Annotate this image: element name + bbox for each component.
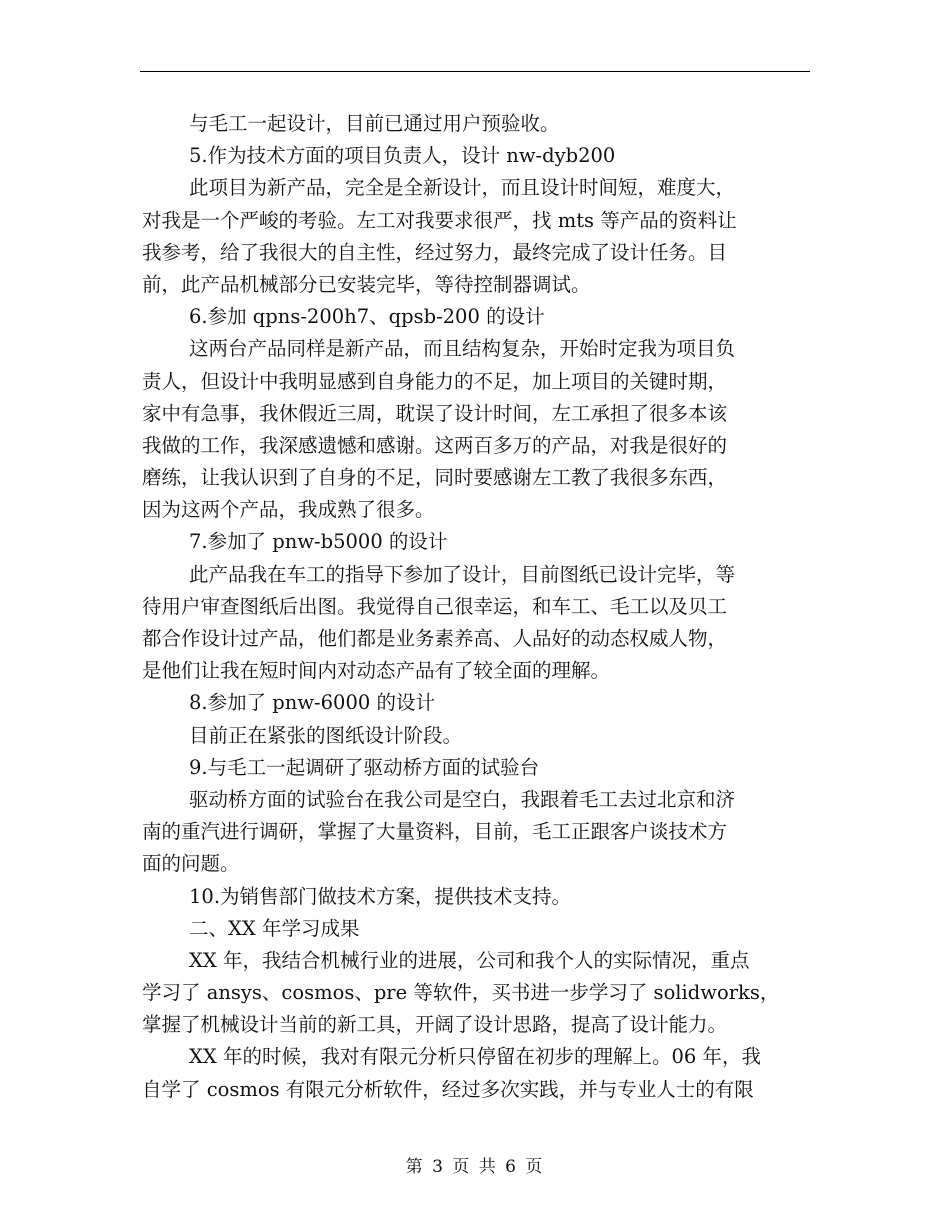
text-line: 掌握了机械设计当前的新工具，开阔了设计思路，提高了设计能力。	[142, 1013, 728, 1037]
text-line: 此项目为新产品，完全是全新设计，而且设计时间短，难度大，	[189, 176, 736, 200]
text-line: XX 年，我结合机械行业的进展，公司和我个人的实际情况，重点	[189, 948, 750, 972]
text-line: 南的重汽进行调研，掌握了大量资料，目前，毛工正跟客户谈技术方	[142, 820, 728, 844]
text-line: 5.作为技术方面的项目负责人，设计 nw-dyb200	[189, 144, 616, 168]
text-line: 磨练，让我认识到了自身的不足，同时要感谢左工教了我很多东西，	[142, 466, 728, 490]
text-line: 6.参加 qpns-200h7、qpsb-200 的设计	[189, 305, 545, 329]
text-line: 面的问题。	[142, 852, 240, 876]
document-body	[142, 108, 808, 1106]
text-line: 我参考，给了我很大的自主性，经过努力，最终完成了设计任务。目	[142, 240, 728, 264]
text-line: 责人，但设计中我明显感到自身能力的不足，加上项目的关键时期，	[142, 369, 728, 393]
text-line: 此产品我在车工的指导下参加了设计，目前图纸已设计完毕，等	[189, 562, 736, 586]
page-footer: 第 3 页 共 6 页	[405, 1157, 545, 1177]
text-line: 8.参加了 pnw-6000 的设计	[189, 691, 435, 715]
text-line: 都合作设计过产品，他们都是业务素养高、人品好的动态权威人物，	[142, 627, 728, 650]
text-line: XX 年的时候，我对有限元分析只停留在初步的理解上。06 年，我	[189, 1045, 761, 1069]
text-line: 驱动桥方面的试验台在我公司是空白，我跟着毛工去过北京和济	[189, 787, 736, 811]
text-line: 9.与毛工一起调研了驱动桥方面的试验台	[189, 755, 540, 779]
text-line: 我做的工作，我深感遗憾和感谢。这两百多万的产品，对我是很好的	[142, 433, 728, 457]
text-line: 对我是一个严峻的考验。左工对我要求很严，找 mts 等产品的资料让	[142, 208, 737, 232]
text-line: 前，此产品机械部分已安装完毕，等待控制器调试。	[142, 272, 591, 296]
text-line: 自学了 cosmos 有限元分析软件，经过多次实践，并与专业人士的有限	[142, 1077, 754, 1101]
text-line: 与毛工一起设计，目前已通过用户预验收。	[189, 112, 560, 135]
text-line: 因为这两个产品，我成熟了很多。	[142, 498, 435, 522]
text-line: 7.参加了 pnw-b5000 的设计	[189, 530, 448, 554]
text-line: 目前正在紧张的图纸设计阶段。	[189, 723, 463, 747]
text-line: 学习了 ansys、cosmos、pre 等软件，买书进一步学习了 solidworks，	[142, 981, 780, 1005]
text-line: 待用户审查图纸后出图。我觉得自己很幸运，和车工、毛工以及贝工	[142, 594, 728, 618]
text-line: 10.为销售部门做技术方案，提供技术支持。	[189, 884, 572, 908]
text-line: 家中有急事，我休假近三周，耽误了设计时间，左工承担了很多本该	[142, 401, 728, 425]
text-line: 是他们让我在短时间内对动态产品有了较全面的理解。	[142, 659, 611, 683]
header-rule	[140, 71, 810, 72]
text-line: 这两台产品同样是新产品，而且结构复杂，开始时定我为项目负	[189, 337, 736, 361]
text-line: 二、XX 年学习成果	[189, 916, 360, 940]
